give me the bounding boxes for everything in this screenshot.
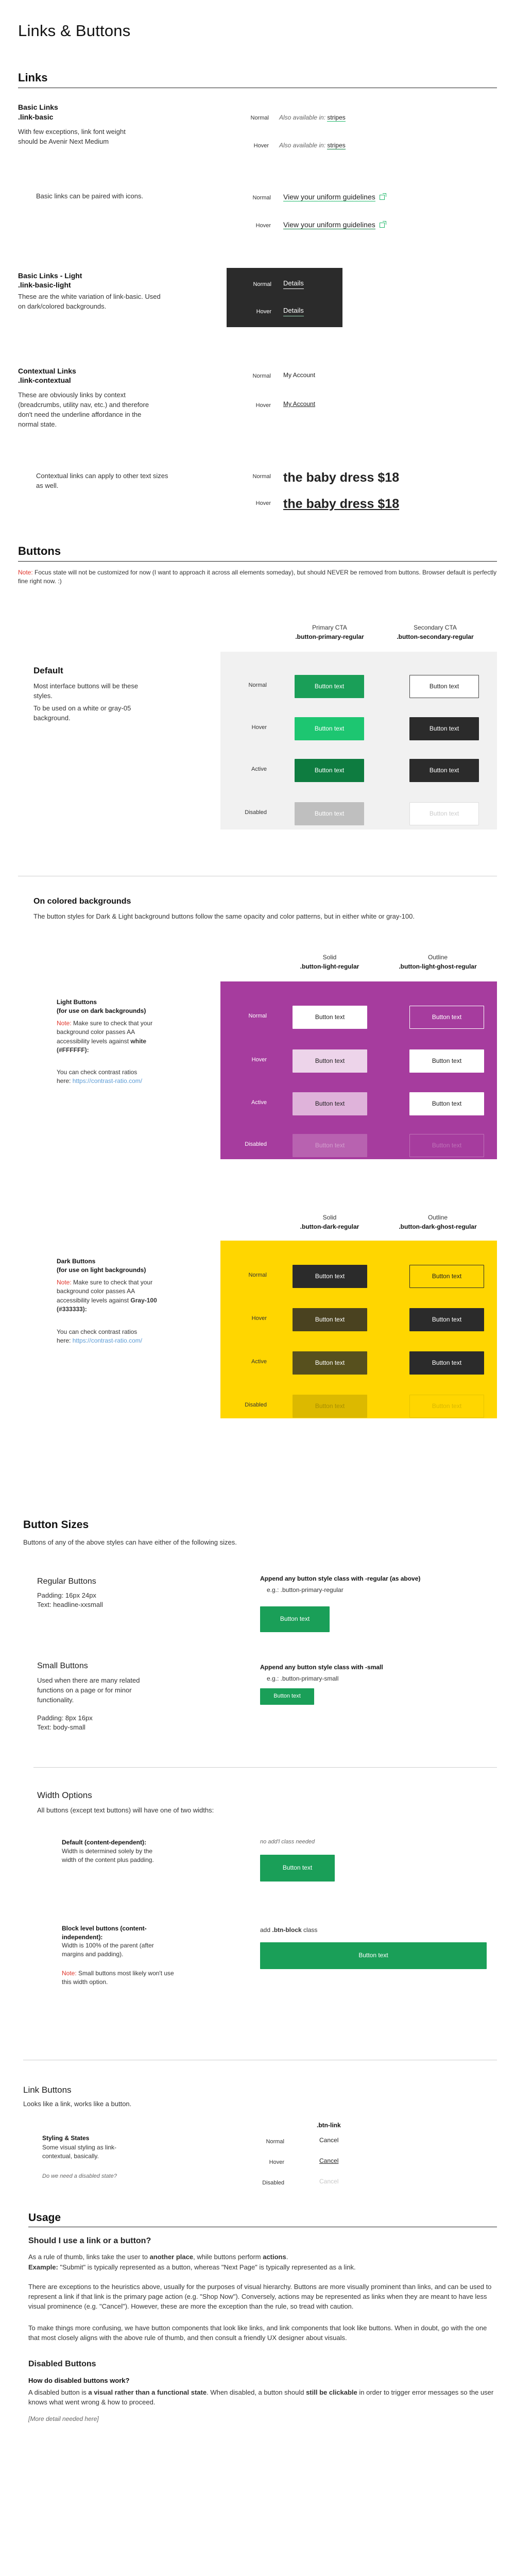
usage-p2: Example: "Submit" is typically represented as a button, whereas "Next Page" is typically represented as a link. — [28, 2263, 356, 2271]
icon-link-normal — [283, 192, 385, 202]
usage-p5: A disabled button is a visual rather than a functional state. When disabled, a button should still be clickable in order to trigger error messages so the user knows what went wrong & how to proceed. — [28, 2388, 494, 2406]
state-label: Normal — [253, 281, 271, 287]
disabled-buttons-title: Disabled Buttons — [28, 2360, 96, 2368]
light-solid-hover[interactable]: Button text — [293, 1049, 367, 1073]
colored-desc: The button styles for Dark & Light background buttons follow the same opacity and color patterns, but in either white or gray-100. — [33, 912, 415, 920]
dark-outline-normal[interactable]: Button text — [409, 1265, 484, 1288]
stripes-link-hover[interactable]: stripes — [327, 142, 346, 149]
state-label: Normal — [252, 373, 271, 379]
dark-outline-disabled[interactable]: Button text — [409, 1395, 484, 1418]
regular-title: Regular Buttons — [37, 1577, 96, 1586]
state-label: Hover — [255, 402, 271, 409]
basic-link-hover: Also available in: stripes — [279, 142, 346, 149]
dark-solid-active[interactable]: Button text — [293, 1351, 367, 1375]
regular-text: Text: headline-xxsmall — [37, 1601, 103, 1608]
small-button[interactable]: Button text — [260, 1688, 314, 1705]
no-class-hint: no add'l class needed — [260, 1839, 315, 1845]
solid-label: Solid — [322, 1214, 337, 1221]
my-account-link[interactable]: My Account — [283, 371, 316, 379]
external-link-icon — [380, 223, 385, 228]
uniform-guidelines-link-hover[interactable]: View your uniform guidelines — [283, 221, 375, 229]
state-label: Hover — [256, 309, 271, 315]
state-label: Disabled — [245, 1141, 267, 1147]
my-account-link-hover[interactable]: My Account — [283, 400, 316, 408]
basic-link-normal: Also available in: stripes — [279, 114, 346, 121]
contextual-links-class: .link-contextual — [18, 376, 71, 384]
basic-links-class: .link-basic — [18, 113, 54, 121]
primary-cta-label: Primary CTA — [312, 624, 347, 631]
sizes-desc: Buttons of any of the above styles can have either of the following sizes. — [23, 1538, 237, 1546]
primary-button-hover[interactable]: Button text — [295, 717, 364, 740]
state-label: Hover — [251, 724, 267, 731]
divider — [18, 561, 497, 562]
regular-button[interactable]: Button text — [260, 1606, 330, 1632]
usage-p3: There are exceptions to the heuristics above, usually for the purposes of visual hierarchy. Buttons are more visually prominent than links, and can be used to represent a link if that link is the primary page action (e.g. "Shop Now"). Conversely, actions may be represented as links when they are meant to have less visual prominence (e.g. "Cancel"). However, these are more the exception than the rule, so tread with caution. — [28, 2283, 492, 2310]
contextual-sizes-desc: Contextual links can apply to other text sizes as well. — [36, 472, 168, 489]
light-contrast-check: You can check contrast ratios here: https://contrast-ratio.com/ — [57, 1069, 143, 1085]
state-label: Active — [251, 766, 267, 772]
state-label: Hover — [253, 143, 269, 149]
divider — [33, 1767, 497, 1768]
light-outline-disabled[interactable]: Button text — [409, 1134, 484, 1157]
secondary-button-normal[interactable]: Button text — [409, 675, 479, 698]
outline-label: Outline — [427, 954, 448, 961]
state-label: Hover — [251, 1057, 267, 1063]
state-label: Normal — [248, 1013, 267, 1019]
focus-note: Note: Focus state will not be customized for now (I want to approach it across all elements someday), but should NEVER be removed from buttons. Browser default is perfectly fine right now. :) — [18, 569, 497, 585]
link-buttons-desc: Looks like a link, works like a button. — [23, 2100, 132, 2108]
outline-class: .button-light-ghost-regular — [399, 963, 477, 970]
width-block-desc: Width is 100% of the parent (after margins and padding). — [62, 1942, 154, 1958]
state-label: Disabled — [245, 809, 267, 816]
small-padding: Padding: 8px 16px — [37, 1714, 93, 1722]
dark-buttons-subtitle: (for use on light backgrounds) — [57, 1266, 146, 1274]
width-block-title: Block level buttons (content-independent): — [62, 1925, 147, 1941]
light-links-title: Basic Links - Light — [18, 272, 82, 280]
default-desc-2: To be used on a white or gray-05 background. — [33, 704, 131, 722]
state-label: Normal — [266, 2139, 284, 2145]
icon-links-desc: Basic links can be paired with icons. — [36, 192, 144, 200]
primary-cta-class: .button-primary-regular — [295, 633, 364, 640]
light-links-class: .link-basic-light — [18, 281, 71, 289]
state-label: Disabled — [262, 2180, 284, 2186]
details-link[interactable]: Details — [283, 279, 304, 289]
styling-title: Styling & States — [42, 2134, 90, 2142]
link-buttons-title: Link Buttons — [23, 2085, 72, 2095]
secondary-button-active[interactable]: Button text — [409, 759, 479, 782]
state-label: Normal — [248, 682, 267, 688]
outline-label: Outline — [427, 1214, 448, 1221]
dark-contrast-check: You can check contrast ratios here: https://contrast-ratio.com/ — [57, 1328, 143, 1345]
more-detail-note: [More detail needed here] — [28, 2415, 99, 2422]
add-class-hint: add .btn-block class — [260, 1926, 318, 1934]
secondary-button-disabled[interactable]: Button text — [409, 802, 479, 825]
uniform-guidelines-link[interactable]: View your uniform guidelines — [283, 193, 375, 201]
baby-dress-link-hover[interactable]: the baby dress $18 — [283, 497, 400, 511]
dark-solid-hover[interactable]: Button text — [293, 1308, 367, 1331]
state-label: Normal — [252, 195, 271, 201]
light-outline-active[interactable]: Button text — [409, 1092, 484, 1115]
dark-swatch — [227, 268, 342, 327]
state-label: Normal — [252, 473, 271, 480]
usage-p1: As a rule of thumb, links take the user to another place, while buttons perform actions. — [28, 2253, 288, 2261]
width-title: Width Options — [37, 1790, 92, 1800]
light-solid-active[interactable]: Button text — [293, 1092, 367, 1115]
contrast-ratio-link[interactable]: https://contrast-ratio.com/ — [72, 1077, 143, 1085]
styling-desc: Some visual styling as link-contextual, basically. — [42, 2144, 117, 2160]
default-title: Default — [33, 666, 63, 675]
btn-link-class: .btn-link — [317, 2122, 341, 2129]
baby-dress-link[interactable]: the baby dress $18 — [283, 470, 400, 485]
light-buttons-note: Note: Make sure to check that your background color passes AA accessibility levels against white (#FFFFFF): — [57, 1020, 153, 1054]
small-desc: Used when there are many related functions on a page or for minor functionality. — [37, 1676, 140, 1704]
usage-question-2: How do disabled buttons work? — [28, 2377, 130, 2384]
secondary-cta-class: .button-secondary-regular — [397, 633, 474, 640]
state-label: Active — [251, 1099, 267, 1106]
external-link-icon — [380, 195, 385, 200]
light-links-desc: These are the white variation of link-basic. Used on dark/colored backgrounds. — [18, 293, 161, 310]
outline-class: .button-dark-ghost-regular — [399, 1223, 477, 1230]
cancel-link-disabled[interactable]: Cancel — [319, 2178, 339, 2185]
sizes-heading: Button Sizes — [23, 1519, 89, 1531]
regular-eg: e.g.: .button-primary-regular — [267, 1586, 344, 1594]
regular-append: Append any button style class with -regular (as above) — [260, 1575, 421, 1582]
dark-solid-normal[interactable]: Button text — [293, 1265, 367, 1288]
state-label: Hover — [251, 1315, 267, 1321]
disabled-question: Do we need a disabled state? — [42, 2173, 117, 2179]
usage-p4: To make things more confusing, we have button components that look like links, and link components that look like buttons. When in doubt, go with the one that most closely aligns with the above rule of thumb, and then consult a friendly UX designer about visuals. — [28, 2324, 487, 2342]
light-buttons-subtitle: (for use on dark backgrounds) — [57, 1007, 146, 1014]
contrast-ratio-link[interactable]: https://contrast-ratio.com/ — [72, 1337, 143, 1345]
buttons-heading: Buttons — [18, 545, 61, 557]
default-width-button[interactable]: Button text — [260, 1855, 335, 1882]
width-default-desc: Width is determined solely by the width of the content plus padding. — [62, 1848, 154, 1864]
page-title: Links & Buttons — [18, 22, 131, 40]
dark-outline-hover[interactable]: Button text — [409, 1308, 484, 1331]
solid-class: .button-light-regular — [300, 963, 359, 970]
state-label: Disabled — [245, 1402, 267, 1408]
cancel-link-hover[interactable]: Cancel — [319, 2157, 339, 2164]
dark-outline-active[interactable]: Button text — [409, 1351, 484, 1375]
width-default-title: Default (content-dependent): — [62, 1839, 146, 1846]
dark-solid-disabled[interactable]: Button text — [293, 1395, 367, 1418]
secondary-button-hover[interactable]: Button text — [409, 717, 479, 740]
small-title: Small Buttons — [37, 1662, 88, 1670]
usage-heading: Usage — [28, 2212, 61, 2224]
regular-padding: Padding: 16px 24px — [37, 1591, 96, 1599]
usage-question-1: Should I use a link or a button? — [28, 2236, 151, 2245]
details-link-hover[interactable]: Details — [283, 306, 304, 316]
state-label: Hover — [255, 500, 271, 506]
icon-link-hover — [283, 219, 385, 230]
primary-button-active[interactable]: Button text — [295, 759, 364, 782]
state-label: Hover — [269, 2159, 284, 2165]
light-solid-normal[interactable]: Button text — [293, 1006, 367, 1029]
light-solid-disabled[interactable]: Button text — [293, 1134, 367, 1157]
light-outline-normal[interactable]: Button text — [409, 1006, 484, 1029]
secondary-cta-label: Secondary CTA — [414, 624, 457, 631]
state-label: Normal — [248, 1272, 267, 1278]
default-desc-1: Most interface buttons will be these styles. — [33, 682, 139, 700]
small-append: Append any button style class with -small — [260, 1664, 383, 1671]
dark-buttons-note: Note: Make sure to check that your background color passes AA accessibility levels against Gray-100 (#333333): — [57, 1279, 157, 1313]
basic-links-desc: With few exceptions, link font weight should be Avenir Next Medium — [18, 128, 126, 145]
state-label: Hover — [255, 223, 271, 229]
width-desc: All buttons (except text buttons) will have one of two widths: — [37, 1806, 214, 1814]
small-eg: e.g.: .button-primary-small — [267, 1675, 339, 1682]
contextual-links-title: Contextual Links — [18, 367, 76, 375]
small-text: Text: body-small — [37, 1723, 85, 1731]
block-width-button[interactable]: Button text — [260, 1942, 487, 1969]
width-block-note: Note: Small buttons most likely won't use this width option. — [62, 1970, 174, 1986]
colored-title: On colored backgrounds — [33, 897, 131, 906]
basic-links-title: Basic Links — [18, 103, 58, 111]
links-heading: Links — [18, 71, 48, 84]
primary-button-disabled[interactable]: Button text — [295, 802, 364, 825]
primary-button-normal[interactable]: Button text — [295, 675, 364, 698]
state-label: Normal — [250, 115, 269, 121]
solid-label: Solid — [322, 954, 337, 961]
light-outline-hover[interactable]: Button text — [409, 1049, 484, 1073]
contextual-links-desc: These are obviously links by context (breadcrumbs, utility nav, etc.) and therefore don't need the underline affordance in the normal state. — [18, 391, 149, 428]
cancel-link-normal[interactable]: Cancel — [319, 2137, 339, 2144]
state-label: Active — [251, 1359, 267, 1365]
dark-buttons-title: Dark Buttons — [57, 1258, 96, 1265]
solid-class: .button-dark-regular — [300, 1223, 359, 1230]
light-buttons-title: Light Buttons — [57, 998, 97, 1006]
stripes-link[interactable]: stripes — [327, 114, 346, 121]
